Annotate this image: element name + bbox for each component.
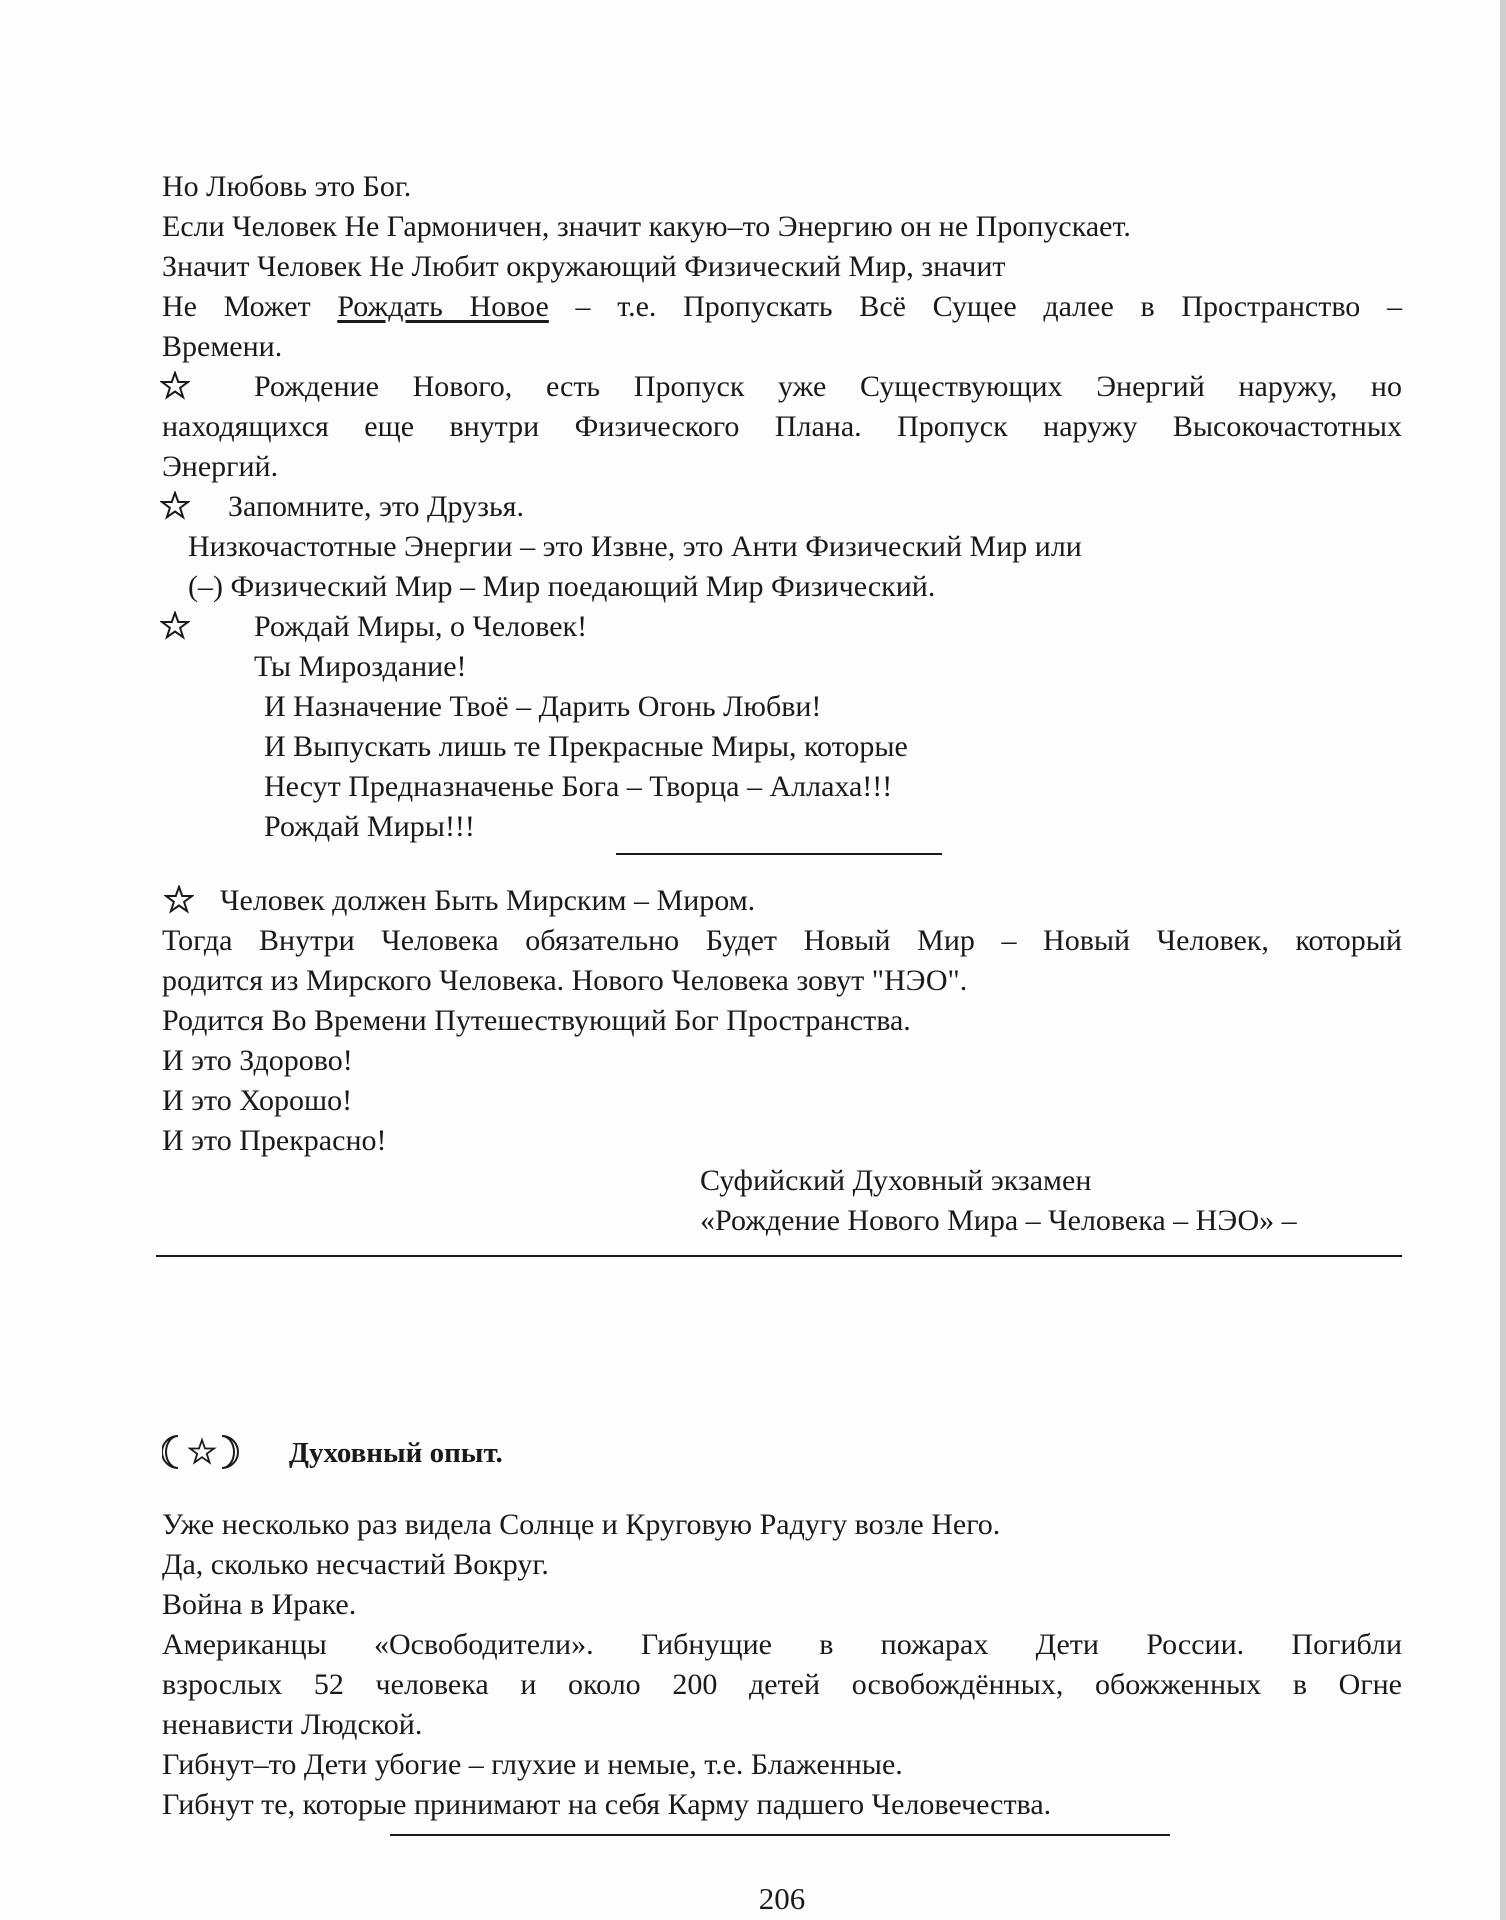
text-line: Энергий. — [162, 450, 279, 483]
text-line: Родится Во Времени Путешествующий Бог Пространства. — [162, 1004, 911, 1037]
text-line: находящихся еще внутри Физического Плана. Пропуск наружу Высокочастотных — [162, 410, 1402, 443]
star-icon — [160, 611, 190, 641]
star-icon — [164, 885, 194, 915]
text-line: Война в Ираке. — [162, 1588, 357, 1621]
text-line: Гибнут–то Дети убогие – глухие и немые, т.е. Блаженные. — [162, 1748, 903, 1781]
text-line: Низкочастотные Энергии – это Извне, это Анти Физический Мир или — [188, 530, 1082, 563]
crescent-star-icon — [162, 1432, 242, 1472]
text-line: Рождение Нового, есть Пропуск уже Существующих Энергий наружу, но — [254, 370, 1402, 403]
text-line: Американцы «Освободители». Гибнущие в пожарах Дети России. Погибли — [162, 1628, 1402, 1661]
text-line: ненависти Людской. — [162, 1708, 423, 1741]
bottom-divider — [390, 1834, 1170, 1836]
text-line: Значит Человек Не Любит окружающий Физический Мир, значит — [162, 250, 1006, 283]
text-line: Запомните, это Друзья. — [228, 490, 524, 523]
text-line: взрослых 52 человека и около 200 детей освобождённых, обожженных в Огне — [162, 1668, 1402, 1701]
section-heading: Духовный опыт. — [289, 1437, 503, 1469]
underlined-phrase: Рождать Новое — [337, 290, 549, 323]
text-line: И это Прекрасно! — [162, 1124, 387, 1157]
signature-line: Суфийский Духовный экзамен — [700, 1164, 1092, 1197]
short-divider — [616, 853, 942, 855]
text-line: И Назначение Твоё – Дарить Огонь Любви! — [264, 690, 822, 723]
text-line — [162, 288, 1402, 326]
text-line: Несут Предназначенье Бога – Творца – Аллаха!!! — [264, 770, 893, 803]
text-fragment: – т.е. Пропускать Всё Сущее далее в Пространство – — [548, 290, 1403, 323]
text-line: И это Здорово! — [162, 1044, 353, 1077]
star-icon — [160, 491, 190, 521]
star-icon — [160, 371, 190, 401]
text-line: Гибнут те, которые принимают на себя Карму падшего Человечества. — [162, 1788, 1052, 1821]
text-line: Да, сколько несчастий Вокруг. — [162, 1548, 549, 1581]
page-number: 206 — [758, 1881, 806, 1916]
text-line: Если Человек Не Гармоничен, значит какую–то Энергию он не Пропускает. — [162, 210, 1131, 243]
text-line: родится из Мирского Человека. Нового Человека зовут "НЭО". — [162, 964, 968, 997]
text-line: И это Хорошо! — [162, 1084, 353, 1117]
text-line: Но Любовь это Бог. — [162, 170, 412, 203]
text-line: Ты Мироздание! — [254, 650, 467, 683]
scan-edge — [1500, 0, 1506, 1920]
text-line: Уже несколько раз видела Солнце и Круговую Радугу возле Него. — [162, 1508, 1001, 1541]
full-divider — [156, 1255, 1402, 1257]
text-line: Рождай Миры!!! — [264, 810, 475, 843]
text-line: Тогда Внутри Человека обязательно Будет Новый Мир – Новый Человек, который — [162, 924, 1402, 957]
signature-line: «Рождение Нового Мира – Человека – НЭО» – — [700, 1204, 1297, 1237]
text-line: (–) Физический Мир – Мир поедающий Мир Физический. — [188, 570, 936, 603]
text-line: Рождай Миры, о Человек! — [254, 610, 588, 643]
text-fragment: Не Может — [162, 290, 338, 323]
text-line: И Выпускать лишь те Прекрасные Миры, которые — [264, 730, 908, 763]
text-line: Времени. — [162, 330, 283, 363]
text-line: Человек должен Быть Мирским – Миром. — [220, 884, 756, 917]
